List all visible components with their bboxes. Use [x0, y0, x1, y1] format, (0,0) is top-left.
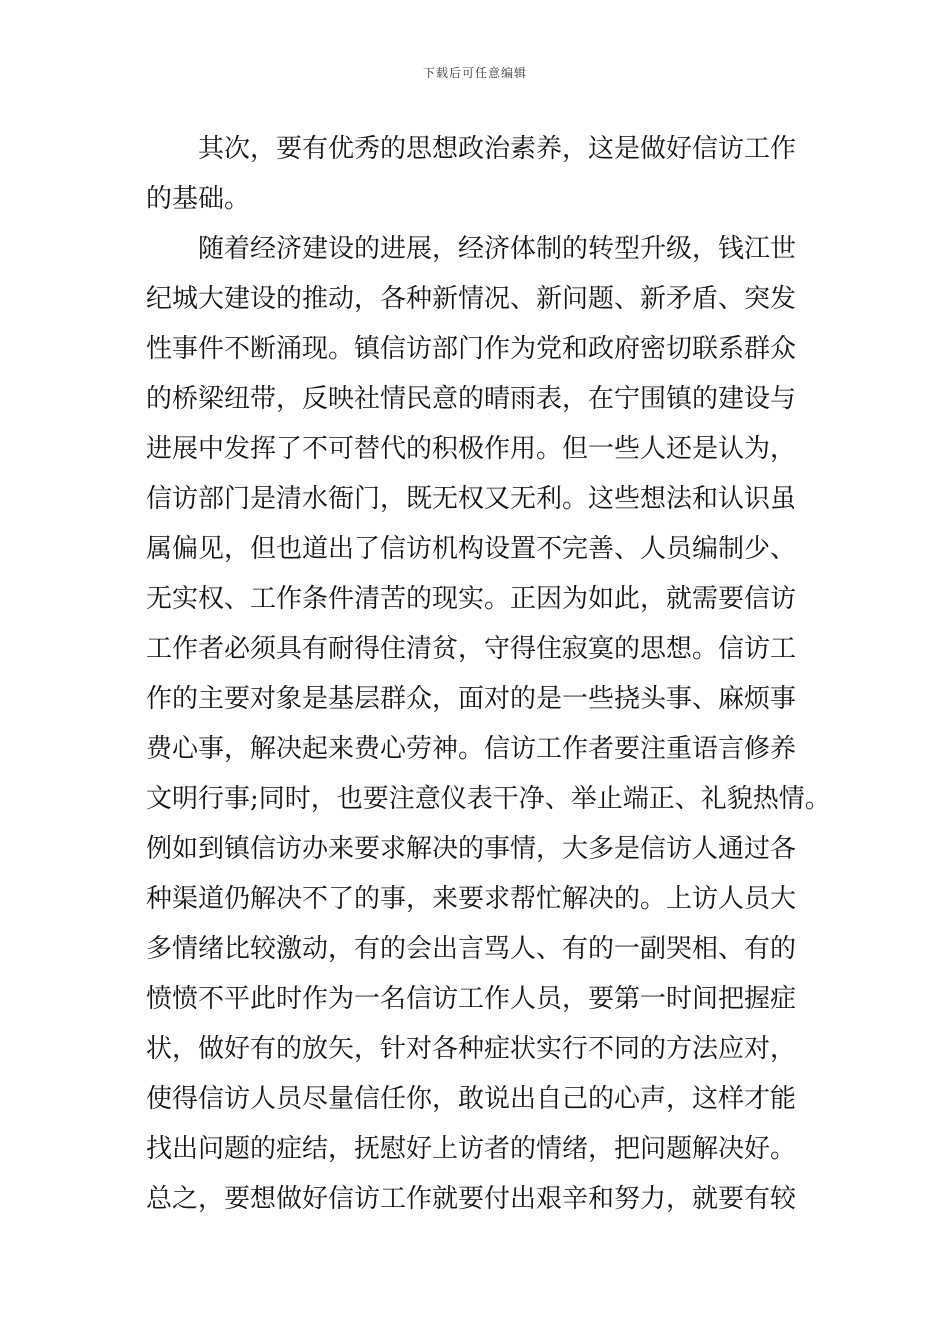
text-line: 总之，要想做好信访工作就要付出艰辛和努力，就要有较 — [146, 1184, 797, 1214]
text-line: 愤愤不平此时作为一名信访工作人员，要第一时间把握症 — [146, 984, 797, 1014]
text-line: 多情绪比较激动，有的会出言骂人、有的一副哭相、有的 — [146, 934, 797, 964]
text-line: 文明行事;同时，也要注意仪表干净、举止端正、礼貌热情。 — [146, 784, 831, 814]
text-line: 使得信访人员尽量信任你，敢说出自己的心声，这样才能 — [146, 1084, 797, 1114]
document-body — [146, 124, 831, 1224]
text-line: 的桥梁纽带，反映社情民意的晴雨表，在宁围镇的建设与 — [146, 384, 797, 414]
text-line: 种渠道仍解决不了的事，来要求帮忙解决的。上访人员大 — [146, 884, 797, 914]
text-line: 无实权、工作条件清苦的现实。正因为如此，就需要信访 — [146, 584, 797, 614]
text-line: 工作者必须具有耐得住清贫，守得住寂寞的思想。信访工 — [146, 634, 797, 664]
text-line: 作的主要对象是基层群众，面对的是一些挠头事、麻烦事 — [146, 684, 797, 714]
text-line: 进展中发挥了不可替代的积极作用。但一些人还是认为， — [146, 434, 797, 464]
text-line: 纪城大建设的推动，各种新情况、新问题、新矛盾、突发 — [146, 284, 797, 314]
text-line: 性事件不断涌现。镇信访部门作为党和政府密切联系群众 — [146, 334, 797, 364]
text-line: 费心事，解决起来费心劳神。信访工作者要注重语言修养 — [146, 734, 797, 764]
text-line: 的基础。 — [146, 184, 251, 214]
text-line: 信访部门是清水衙门，既无权又无利。这些想法和认识虽 — [146, 484, 797, 514]
text-line: 找出问题的症结，抚慰好上访者的情绪，把问题解决好。 — [146, 1134, 797, 1164]
text-line: 状，做好有的放矢，针对各种症状实行不同的方法应对， — [146, 1034, 797, 1064]
header-note: 下载后可任意编辑 — [422, 66, 527, 80]
text-line: 其次，要有优秀的思想政治素养，这是做好信访工作 — [198, 134, 797, 164]
text-line: 属偏见，但也道出了信访机构设置不完善、人员编制少、 — [146, 534, 797, 564]
text-line: 随着经济建设的进展，经济体制的转型升级，钱江世 — [198, 234, 797, 264]
text-line: 例如到镇信访办来要求解决的事情，大多是信访人通过各 — [146, 834, 797, 864]
